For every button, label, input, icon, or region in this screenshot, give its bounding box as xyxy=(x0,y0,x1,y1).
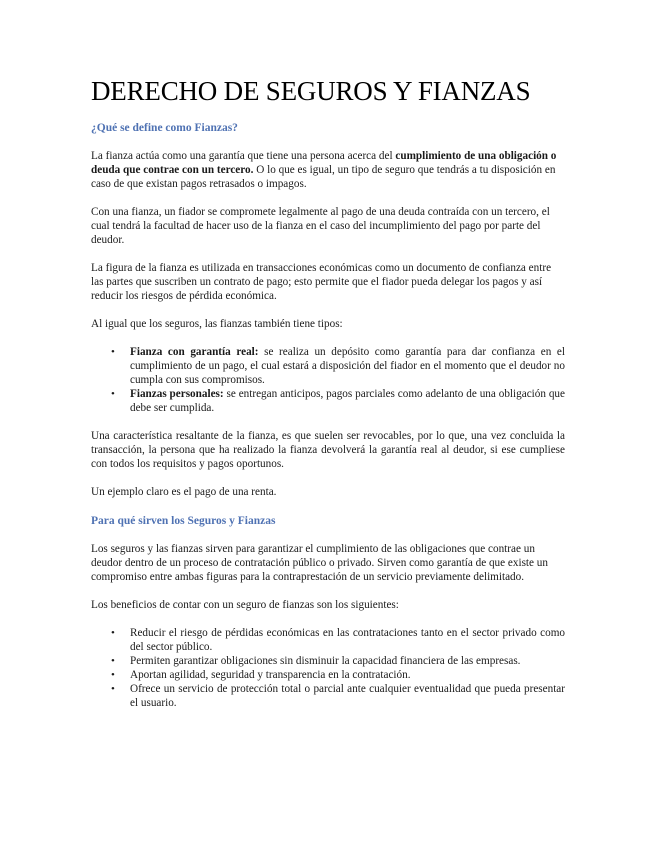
list-item-text: se realiza un depósito como garantía para dar confianza en el cumplimiento de un pago, el cual estará a disposición del fiador en el momento que el deudor no cumpla con sus compromisos. xyxy=(130,346,566,386)
document-page xyxy=(91,74,565,710)
list-item xyxy=(91,345,565,387)
list-item xyxy=(91,387,565,415)
list-item-bold: Fianzas personales: xyxy=(130,388,224,400)
fianza-types-list xyxy=(91,345,565,415)
list-item-text: se entregan anticipos, pagos parciales como adelanto de una obligación que debe ser cumplida. xyxy=(130,388,565,414)
paragraph-ejemplo: Un ejemplo claro es el pago de una renta. xyxy=(91,486,277,498)
paragraph-seguros-sirven: Los seguros y las fianzas sirven para garantizar el cumplimiento de las obligaciones que contrae un deudor dentro de un proceso de contratación público o privado. Sirven como garantía de que existe un compromiso entre ambas figuras para la contraprestación de un servicio previamente delimitado. xyxy=(91,543,548,583)
list-item-bold: Fianza con garantía real: xyxy=(130,346,259,358)
list-item: • Reducir el riesgo de pérdidas económicas en las contrataciones tanto en el sector privado como del sector público. xyxy=(91,626,565,654)
list-item: • Aportan agilidad, seguridad y transparencia en la contratación. xyxy=(91,668,565,682)
section-heading-seguros-fianzas: Para qué sirven los Seguros y Fianzas xyxy=(91,515,276,527)
document-title: DERECHO DE SEGUROS Y FIANZAS xyxy=(91,76,531,106)
paragraph-text: La fianza actúa como una garantía que tiene una persona acerca del xyxy=(91,150,396,162)
list-item: • Ofrece un servicio de protección total o parcial ante cualquier eventualidad que pueda presentar el usuario. xyxy=(91,682,565,710)
paragraph-bold-text: cumplimiento de una obligación o deuda que contrae con un tercero. xyxy=(91,150,557,176)
list-item: • Permiten garantizar obligaciones sin disminuir la capacidad financiera de las empresas. xyxy=(91,654,565,668)
section-heading-fianzas: ¿Qué se define como Fianzas? xyxy=(91,122,238,134)
paragraph-tipos-intro: Al igual que los seguros, las fianzas también tiene tipos: xyxy=(91,318,343,330)
paragraph-fianza-definition xyxy=(91,149,565,191)
benefits-list xyxy=(91,626,565,710)
paragraph-fiador: Con una fianza, un fiador se compromete legalmente al pago de una deuda contraída con un tercero, el cual tendrá la facultad de hacer uso de la fianza en el caso del incumplimiento del pago por parte del deudor. xyxy=(91,206,550,246)
paragraph-transacciones: La figura de la fianza es utilizada en transacciones económicas como un documento de confianza entre las partes que suscriben un contrato de pago; esto permite que el fiador pueda delegar los pagos y así reducir los riesgos de pérdida económica. xyxy=(91,262,552,302)
paragraph-caracteristica: Una característica resaltante de la fianza, es que suelen ser revocables, por lo que, una vez concluida la transacción, la persona que ha realizado la fianza devolverá la garantía real al deudor, si ese cumpliese con todos los requisitos y pagos oportunos. xyxy=(91,430,565,470)
paragraph-beneficios-intro: Los beneficios de contar con un seguro de fianzas son los siguientes: xyxy=(91,599,399,611)
paragraph-text: O lo que es igual, un tipo de seguro que tendrás a tu disposición en caso de que existan pagos retrasados o impagos. xyxy=(91,164,556,190)
